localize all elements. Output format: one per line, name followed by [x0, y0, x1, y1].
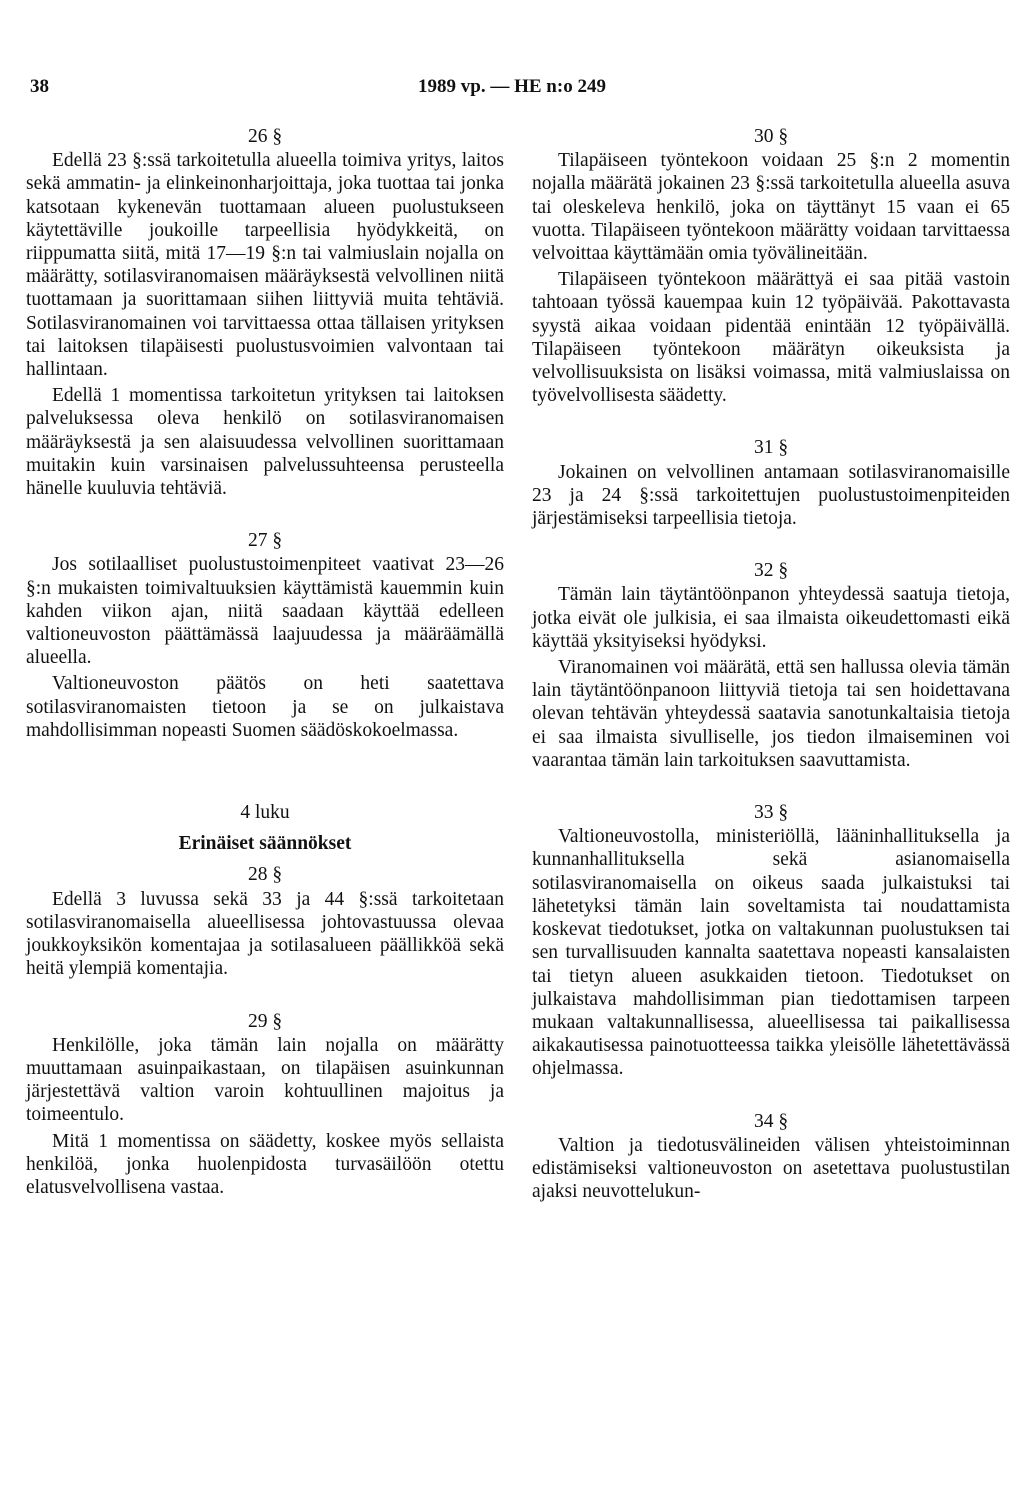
- page-number: 38: [30, 76, 49, 97]
- section-27-heading: 27 §: [247, 530, 283, 552]
- section-34-heading: 34 §: [753, 1110, 789, 1132]
- section-27-paragraph-1: Jos sotilaalliset puolustustoimenpiteet vaativat 23—26 §:n mukaisten toimivaltuuksien käyttämistä kauemmin kuin kahden viikon ajan, niitä saadaan käyttää edelleen valtioneuvoston päättämässä laajuudessa ja määräämällä alueella.: [26, 554, 504, 669]
- right-column: [532, 125, 1010, 1206]
- section-27-paragraph-2: Valtioneuvoston päätös on heti saatettava sotilasviranomaisten tietoon ja se on julkaistava mahdollisimman nopeasti Suomen säädöskokoelmassa.: [26, 673, 504, 741]
- section-34-paragraph-1: Valtion ja tiedotusvälineiden välisen yhteistoiminnan edistämiseksi valtioneuvoston on asetettava puolustustilan ajaksi neuvottelukun-: [532, 1134, 1010, 1203]
- section-32-heading: 32 §: [753, 560, 789, 582]
- section-29-paragraph-2: Mitä 1 momentissa on säädetty, koskee myös sellaista henkilöä, jonka huolenpidosta turvasäilöön otettu elatusvelvollisena vastaa.: [26, 1130, 504, 1198]
- section-29-heading: 29 §: [247, 1010, 283, 1032]
- section-31-heading: 31 §: [753, 437, 789, 459]
- section-30-paragraph-1: Tilapäiseen työntekoon voidaan 25 §:n 2 momentin nojalla määrätä jokainen 23 §:ssä tarkoitetulla alueella asuva tai oleskeleva henkilö, joka on täyttänyt 15 vaan ei 65 vuotta. Tilapäiseen työntekoon määrätty voidaan tarvittaessa velvoittaa käyttämään omia työvälineitään.: [532, 150, 1010, 265]
- chapter-title: Erinäiset säännökset: [178, 833, 352, 855]
- section-31-paragraph-1: Jokainen on velvollinen antamaan sotilasviranomaisille 23 ja 24 §:ssä tarkoitettujen puolustustoimenpiteiden järjestämiseksi tarpeellisia tietoja.: [532, 461, 1010, 530]
- left-column: [26, 125, 504, 1202]
- section-29-paragraph-1: Henkilölle, joka tämän lain nojalla on määrätty muuttamaan asuinpaikastaan, on tilapäisen asuinkunnan järjestettävä valtion varoin kohtuullinen majoitus ja toimeentulo.: [26, 1034, 504, 1126]
- section-26-paragraph-2: Edellä 1 momentissa tarkoitetun yrityksen tai laitoksen palveluksessa oleva henkilö on sotilasviranomaisen määräyksestä ja sen alaisuudessa velvollinen suorittamaan muitakin kuin varsinaisen palvelussuhteensa perusteella hänelle kuuluvia tehtäviä.: [26, 385, 504, 500]
- section-26-paragraph-1: Edellä 23 §:ssä tarkoitetulla alueella toimiva yritys, laitos sekä ammatin- ja elinkeinonharjoittaja, joka tuottaa tai jonka katsotaan kykenevän tuottamaan alueen puolustukseen käytettäville joukoille tarpeellisia hyödykkeitä, on riippumatta siitä, mitä 17—19 §:n tai valmiuslain nojalla on määrätty, sotilasviranomaisen määräyksestä velvollinen niitä tuottamaan ja suorittamaan siihen liittyviä muita tehtäviä. Sotilasviranomainen voi tarvittaessa ottaa tällaisen yrityksen tai laitoksen tilapäisesti puolustusvoimien valvontaan tai hallintaan.: [26, 150, 504, 381]
- section-28-heading: 28 §: [247, 864, 283, 886]
- section-30-paragraph-2: Tilapäiseen työntekoon määrättyä ei saa pitää vastoin tahtoaan työssä kauempaa kuin 12 työpäivää. Pakottavasta syystä aikaa voidaan pidentää enintään 12 työpäivällä. Tilapäiseen työntekoon määrätyn oikeuksista ja velvollisuuksista on lisäksi voimassa, mitä valmiuslaissa on työvelvollisesta säädetty.: [532, 269, 1010, 407]
- chapter-number: 4 luku: [240, 802, 290, 824]
- section-33-paragraph-1: Valtioneuvostolla, ministeriöllä, lääninhallituksella ja kunnanhallituksella sekä asianomaisella sotilasviranomaisella on oikeus saada julkaistuksi tai lähetetyksi tämän lain soveltamista tai noudattamista koskevat tiedotukset, jotka on valtakunnan puolustuksen tai sen turvallisuuden kannalta saatettava nopeasti kansalaisten tai tietyn alueen asukkaiden tietoon. Tiedotukset on julkaistava mahdollisimman pian tiedottamisen tarpeen mukaan valtakunnallisessa, alueellisessa tai paikallisessa aikakautisessa painotuotteessa taikka yleisölle lähetettävässä ohjelmassa.: [532, 826, 1010, 1080]
- section-28-paragraph-1: Edellä 3 luvussa sekä 33 ja 44 §:ssä tarkoitetaan sotilasviranomaisella alueellisessa johtovastuussa olevaa joukkoyksikön komentajaa ja sotilasalueen päällikköä sekä heitä ylempiä komentajia.: [26, 888, 504, 980]
- section-33-heading: 33 §: [753, 802, 789, 824]
- section-30-heading: 30 §: [753, 126, 789, 147]
- running-head: 1989 vp. — HE n:o 249: [418, 76, 606, 97]
- section-32-paragraph-1: Tämän lain täytäntöönpanon yhteydessä saatuja tietoja, jotka eivät ole julkisia, ei saa ilmaista oikeudettomasti eikä käyttää yksityiseksi hyödyksi.: [532, 584, 1010, 652]
- section-32-paragraph-2: Viranomainen voi määrätä, että sen hallussa olevia tämän lain täytäntöönpanoon liittyviä tietoja tai sen hoidettavana olevan tehtävän yhteydessä saatavia sanotunkaltaisia tietoja ei saa ilmaista sivulliselle, jos tiedon ilmaiseminen voi vaarantaa tämän lain tarkoituksen saavuttamista.: [532, 657, 1010, 771]
- section-26-heading: 26 §: [247, 126, 283, 147]
